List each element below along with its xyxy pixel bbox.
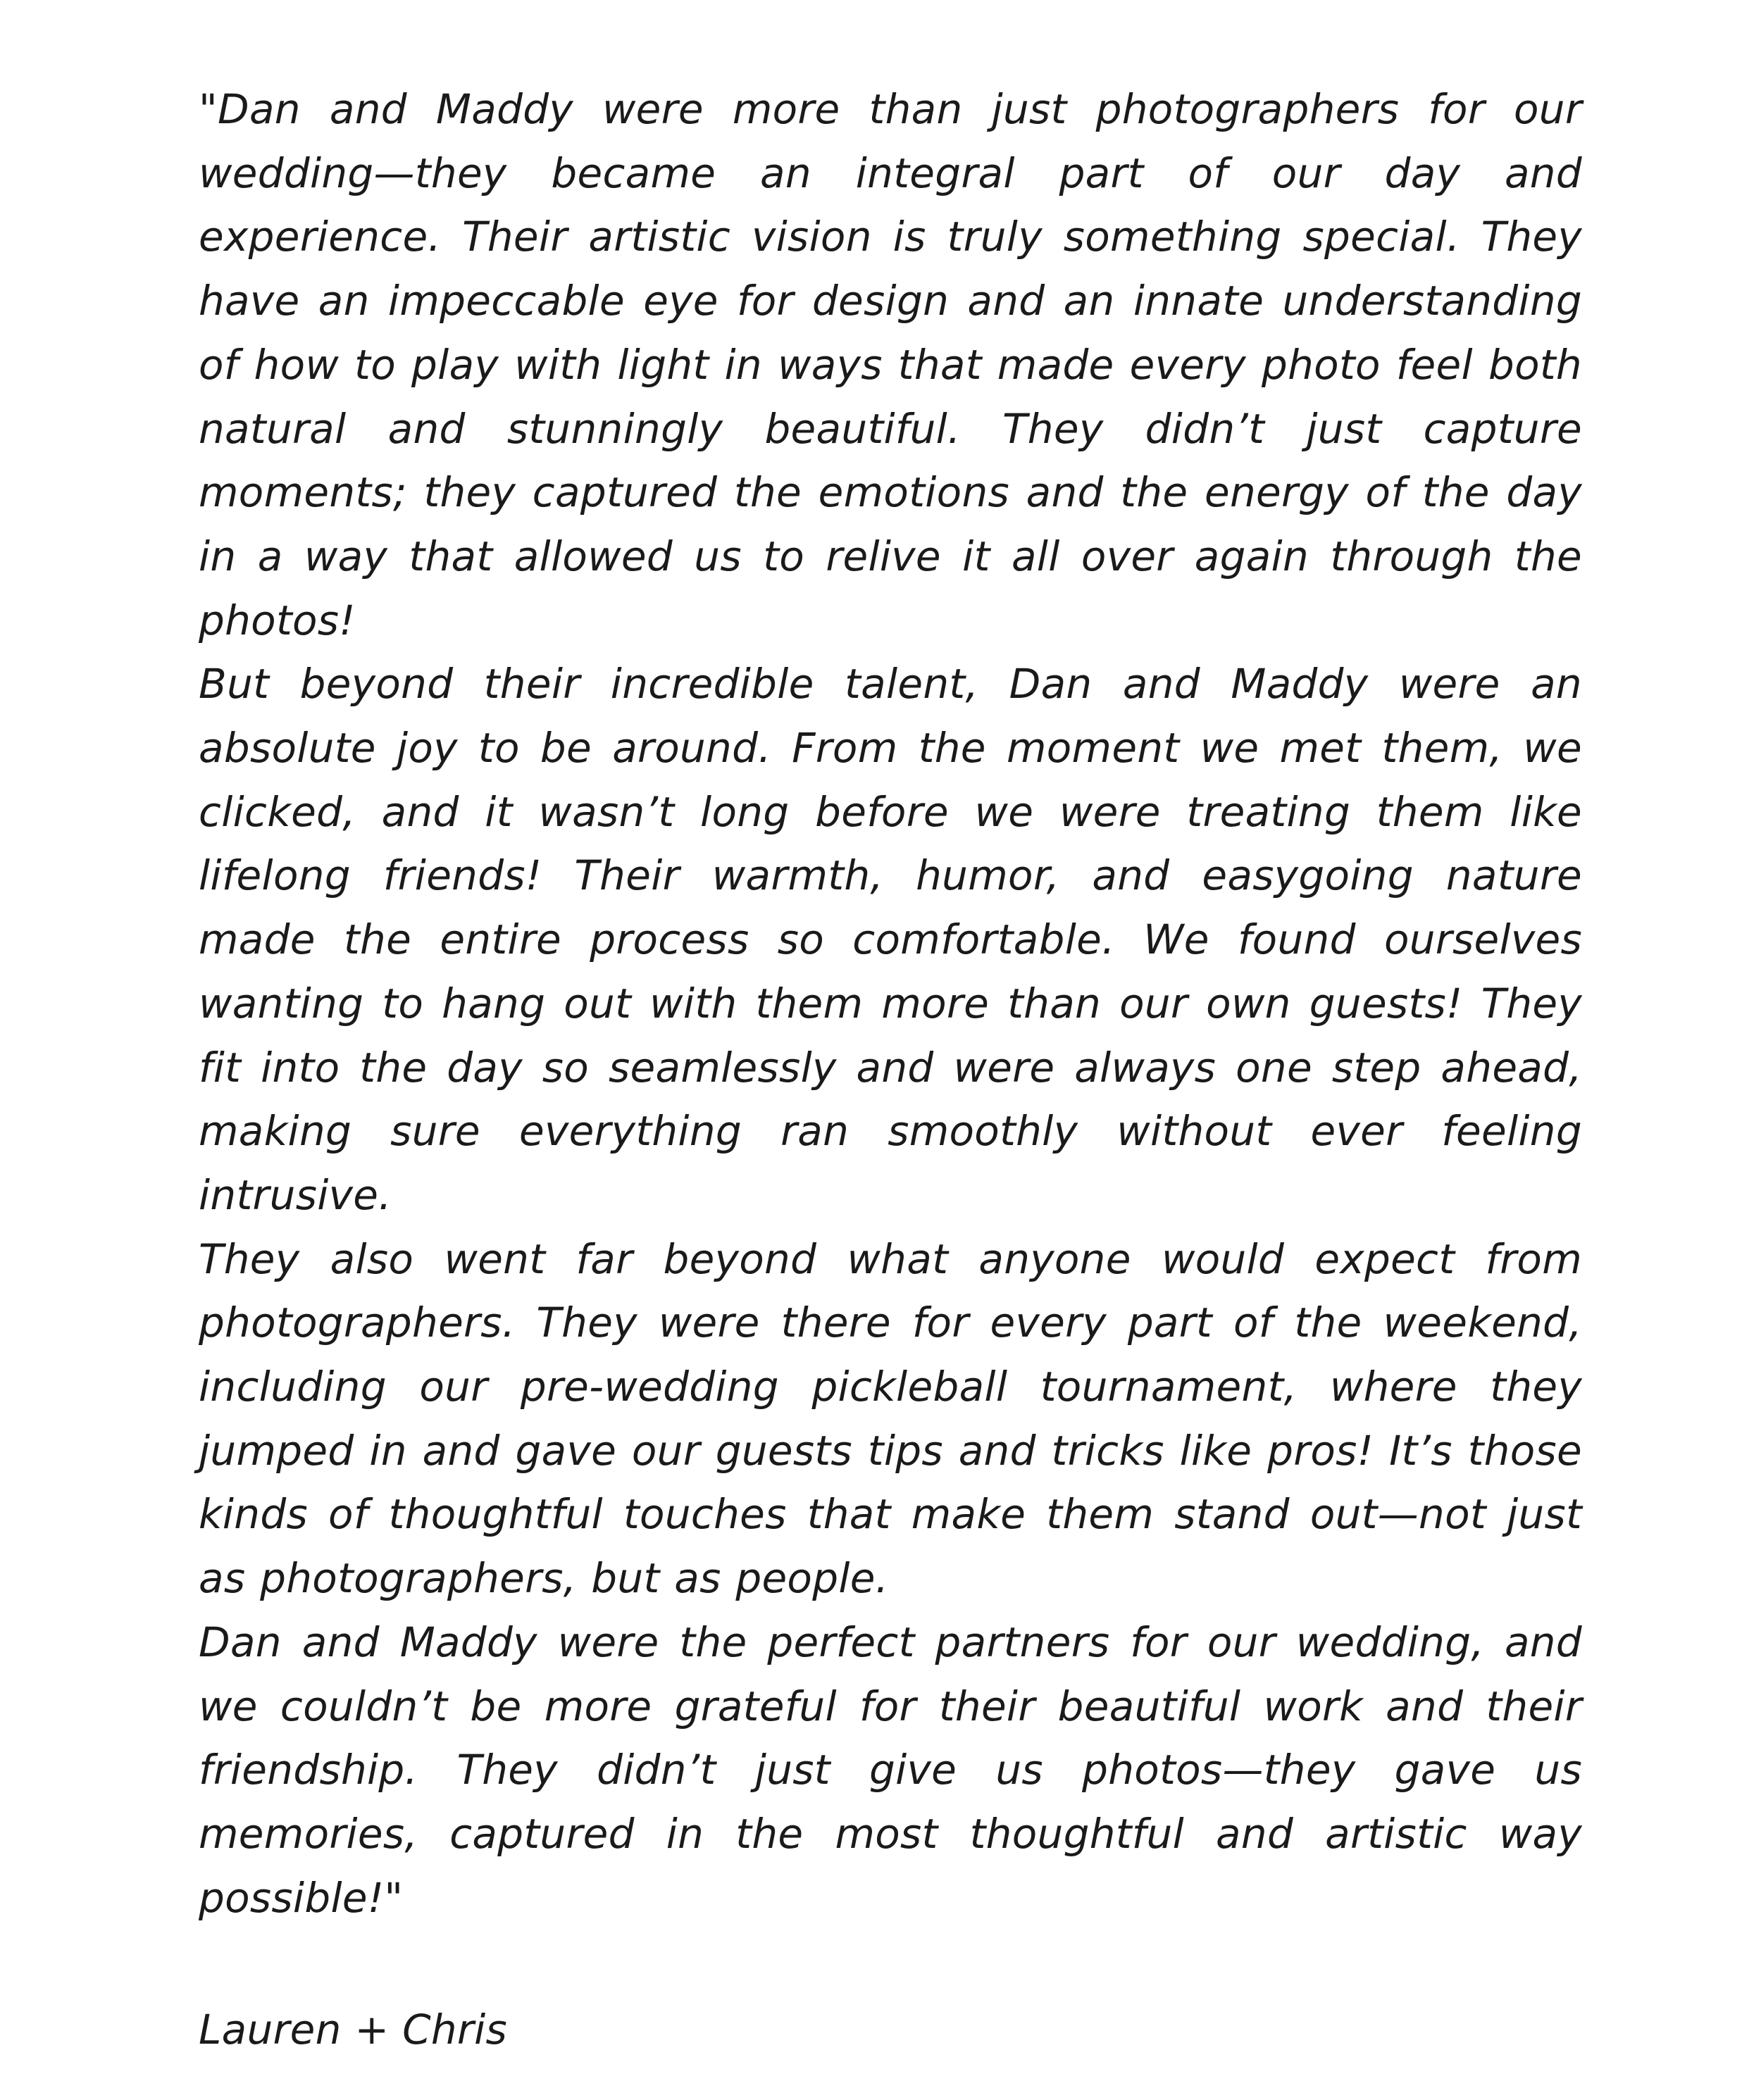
testimonial-paragraph-4: Dan and Maddy were the perfect partners for our wedding, and we couldn’t be more grateful for their beautiful work and their friendship. They didn’t just give us photos—they gave us memories, captured in the most thoughtful and artistic way possible!" xyxy=(199,1618,1582,1922)
testimonial-paragraph-3: They also went far beyond what anyone would expect from photographers. They were there for every part of the weekend, including our pre-wedding pickleball tournament, where they jumped in and gave our guests tips and tricks like pros! It’s those kinds of thoughtful touches that make them stand out—not just as photographers, but as people. xyxy=(199,1235,1582,1603)
testimonial-body xyxy=(199,77,1582,1930)
testimonial-paragraph-1: "Dan and Maddy were more than just photographers for our wedding—they became an integral part of our day and experience. Their artistic vision is truly something special. They have an impeccable eye for design and an innate understanding of how to play with light in ways that made every photo feel both natural and stunningly beautiful. They didn’t just capture moments; they captured the emotions and the energy of the day in a way that allowed us to relive it all over again through the photos! xyxy=(199,85,1582,644)
testimonial-paragraph-2: But beyond their incredible talent, Dan and Maddy were an absolute joy to be around. From the moment we met them, we clicked, and it wasn’t long before we were treating them like lifelong friends! Their warmth, humor, and easygoing nature made the entire process so comfortable. We found ourselves wanting to hang out with them more than our own guests! They fit into the day so seamlessly and were always one step ahead, making sure everything ran smoothly without ever feeling intrusive. xyxy=(199,660,1582,1219)
testimonial-signature: Lauren + Chris xyxy=(199,2006,508,2054)
